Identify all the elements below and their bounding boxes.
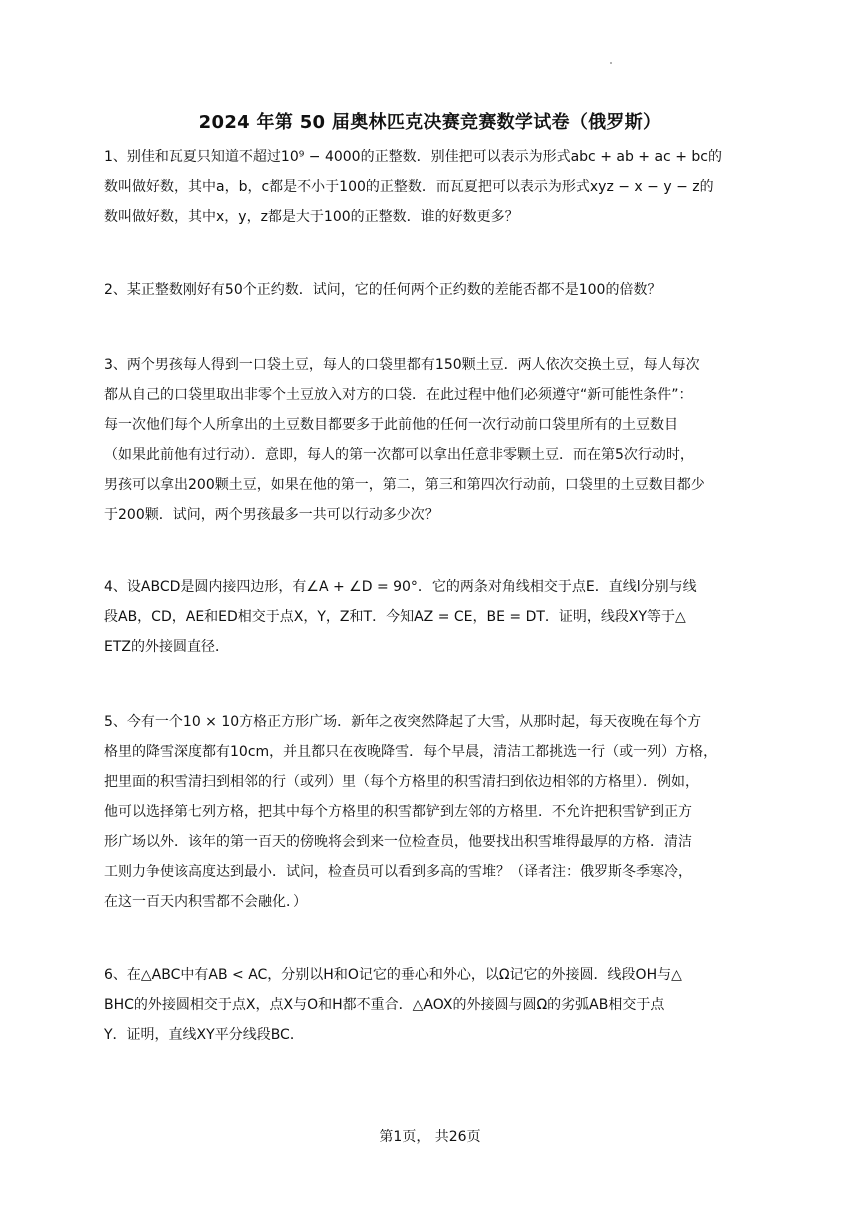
problem-line: 4、设ABCD是圆内接四边形，有∠A + ∠D = 90°．它的两条对角线相交于点E．直线l分别与线 <box>104 579 697 595</box>
problem-line: 5、今有一个10 × 10方格正方形广场．新年之夜突然降起了大雪，从那时起，每天夜晚在每个方 <box>104 714 702 730</box>
problem-3 <box>104 350 760 530</box>
page-footer: 第1页， 共26页 <box>379 1129 481 1145</box>
problem-line: BHC的外接圆相交于点X，点X与O和H都不重合．△AOX的外接圆与圆Ω的劣弧AB相交于点 <box>104 997 665 1013</box>
problem-line: 男孩可以拿出200颗土豆，如果在他的第一，第二，第三和第四次行动前，口袋里的土豆数目都少 <box>104 477 705 493</box>
problem-line: Y．证明，直线XY平分线段BC． <box>104 1027 304 1043</box>
problem-2 <box>104 275 760 305</box>
problem-line: 都从自己的口袋里取出非零个土豆放入对方的口袋．在此过程中他们必须遵守“新可能性条件”： <box>104 387 693 403</box>
problem-line: 在这一百天内积雪都不会融化．） <box>104 894 307 910</box>
problem-line: 格里的降雪深度都有10cm，并且都只在夜晚降雪．每个早晨，清洁工都挑选一行（或一列）方格， <box>104 744 718 760</box>
problem-5 <box>104 707 760 917</box>
problem-line: 形广场以外．该年的第一百天的傍晚将会到来一位检查员，他要找出积雪堆得最厚的方格．清洁 <box>104 834 692 850</box>
problem-line: 把里面的积雪清扫到相邻的行（或列）里（每个方格里的积雪清扫到依边相邻的方格里）．例如， <box>104 774 699 790</box>
problem-line: 6、在△ABC中有AB < AC，分别以H和O记它的垂心和外心，以Ω记它的外接圆．线段OH与△ <box>104 967 682 983</box>
problem-line: 2、某正整数刚好有50个正约数．试问，它的任何两个正约数的差能否都不是100的倍数？ <box>104 282 662 298</box>
problem-line: 3、两个男孩每人得到一口袋土豆，每人的口袋里都有150颗土豆．两人依次交换土豆，每人每次 <box>104 357 700 373</box>
problem-line: 他可以选择第七列方格，把其中每个方格里的积雪都铲到左邻的方格里．不允许把积雪铲到正方 <box>104 804 692 820</box>
decorative-dot <box>610 62 612 64</box>
problem-line: 数叫做好数，其中a，b，c都是不小于100的正整数．而瓦夏把可以表示为形式xyz − x − y − z的 <box>104 179 714 195</box>
problem-line: 数叫做好数，其中x，y，z都是大于100的正整数．谁的好数更多？ <box>104 209 519 225</box>
problem-line: 段AB，CD，AE和ED相交于点X，Y，Z和T．今知AZ = CE，BE = DT．证明，线段XY等于△ <box>104 609 686 625</box>
page-title: 2024 年第 50 届奥林匹克决赛竞赛数学试卷（俄罗斯） <box>198 112 662 133</box>
problem-line: 每一次他们每个人所拿出的土豆数目都要多于此前他的任何一次行动前口袋里所有的土豆数目 <box>104 417 678 433</box>
problem-line: 工则力争使该高度达到最小．试问，检查员可以看到多高的雪堆？（译者注：俄罗斯冬季寒冷， <box>104 864 692 880</box>
problem-line: （如果此前他有过行动）．意即，每人的第一次都可以拿出任意非零颗土豆．而在第5次行动时， <box>104 447 694 463</box>
problem-4 <box>104 572 760 662</box>
problem-line: 1、别佳和瓦夏只知道不超过10⁹ − 4000的正整数．别佳把可以表示为形式abc + ab + ac + bc的 <box>104 149 722 165</box>
problem-line: 于200颗．试问，两个男孩最多一共可以行动多少次？ <box>104 507 439 523</box>
problem-1 <box>104 142 760 232</box>
problem-line: ETZ的外接圆直径． <box>104 639 229 655</box>
problem-6 <box>104 960 760 1050</box>
